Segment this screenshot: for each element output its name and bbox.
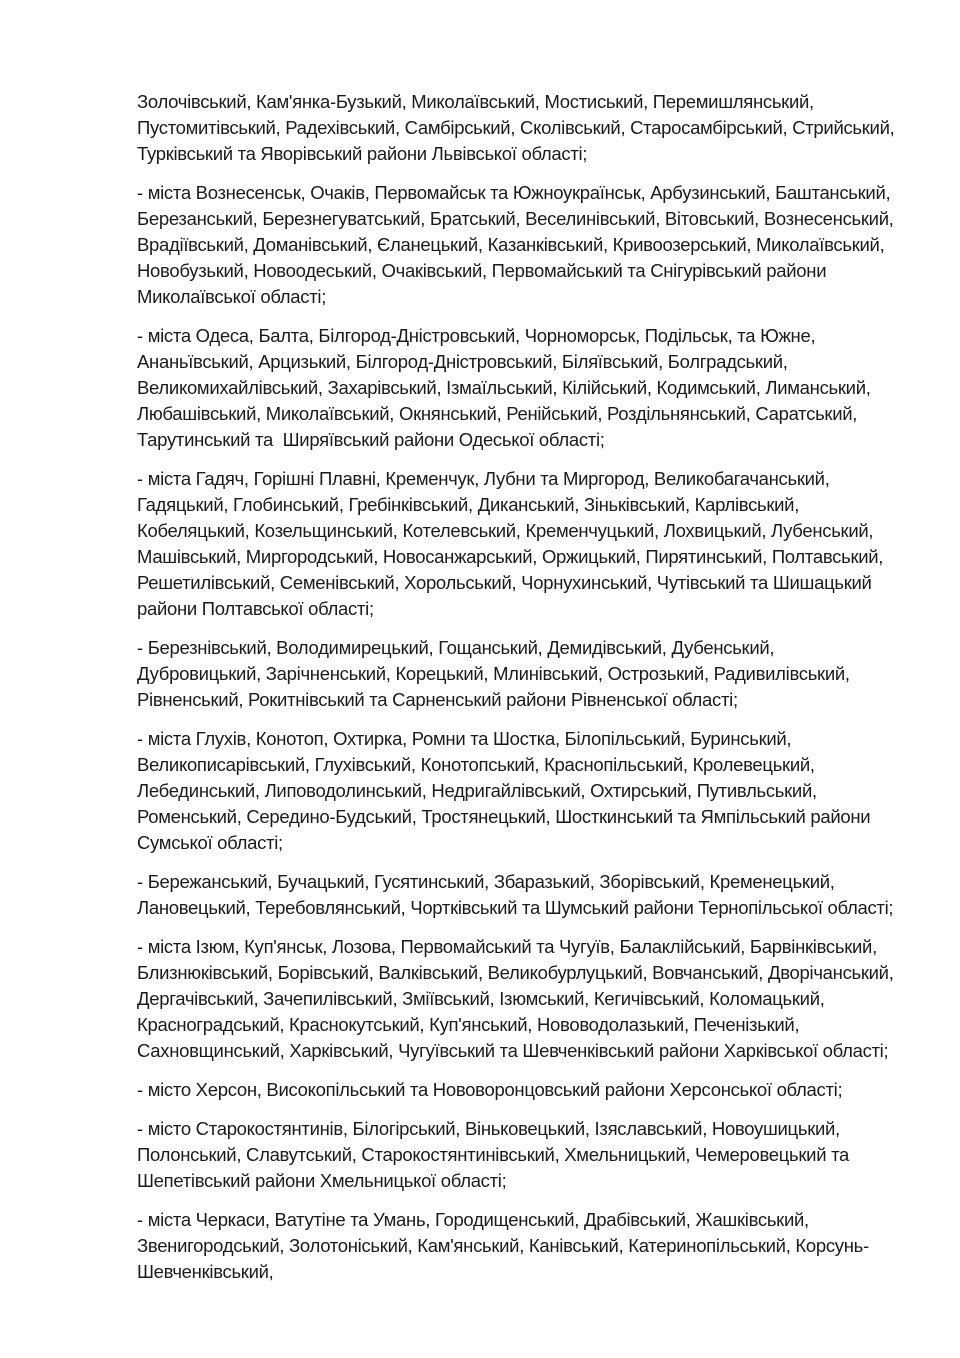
paragraph: - міста Вознесенськ, Очаків, Первомайськ та Южноукраїнськ, Арбузинський, Баштанський, Березанський, Березнегуватський, Братський, Веселинівський, Вітовський, Вознесенський, Врадіївський, Доманівський, Єланецький, Казанківський, Кривоозерський, Миколаївський, Новобузький, Новоодеський, Очаківський, Первомайський та Снігурівський райони Миколаївської області; <box>137 182 899 307</box>
paragraph: - міста Одеса, Балта, Білгород-Дністровський, Чорноморськ, Подільськ, та Южне, Ананьївський, Арцизький, Білгород-Дністровський, Біляївський, Болградський, Великомихайлівський, Захарівський, Ізмаїльський, Кілійський, Кодимський, Лиманський, Любашівський, Миколаївський, Окнянський, Ренійський, Роздільнянський, Саратський, Тарутинський та Ширяївський райони Одеської області; <box>137 325 876 450</box>
paragraph: - місто Старокостянтинів, Білогірський, Віньковецький, Ізяславський, Новоушицький, Полонський, Славутський, Старокостянтинівський, Хмельницький, Чемеровецький та Шепетівський райони Хмельницької області; <box>137 1118 854 1191</box>
paragraph: - міста Гадяч, Горішні Плавні, Кременчук, Лубни та Миргород, Великобагачанський, Гадяцький, Глобинський, Гребінківський, Диканський, Зіньківський, Карлівський, Кобеляцький, Козельщинський, Котелевський, Кременчуцький, Лохвицький, Лубенський, Машівський, Миргородський, Новосанжарський, Оржицький, Пирятинський, Полтавський, Решетилівський, Семенівський, Хорольський, Чорнухинський, Чутівський та Шишацький райони Полтавської області; <box>137 468 888 619</box>
paragraph: - міста Черкаси, Ватутіне та Умань, Городищенський, Драбівський, Жашківський, Звенигородський, Золотоніський, Кам'янський, Канівський, Катеринопільський, Корсунь-Шевченківський, <box>137 1209 869 1282</box>
paragraph: - місто Херсон, Високопільський та Нововоронцовський райони Херсонської області; <box>137 1079 843 1100</box>
paragraph: - міста Ізюм, Куп'янськ, Лозова, Первомайський та Чугуїв, Балаклійський, Барвінківський, Близнюківський, Борівський, Валківський, Великобурлуцький, Вовчанський, Дворічанський, Дергачівський, Зачепилівський, Зміївський, Ізюмський, Кегичівський, Коломацький, Красноградський, Краснокутський, Куп'янський, Нововодолазький, Печенізький, Сахновщинський, Харківський, Чугуївський та Шевченківський райони Харківської області; <box>137 936 899 1061</box>
paragraph: - міста Глухів, Конотоп, Охтирка, Ромни та Шостка, Білопільський, Буринський, Великописарівський, Глухівський, Конотопський, Краснопільський, Кролевецький, Лебединський, Липоводолинський, Недригайлівський, Охтирський, Путивльський, Роменський, Середино-Будський, Тростянецький, Шосткинський та Ямпільський райони Сумської області; <box>137 728 876 853</box>
paragraph: Золочівський, Кам'янка-Бузький, Миколаївський, Мостиський, Перемишлянський, Пустомитівський, Радехівський, Самбірський, Сколівський, Старосамбірський, Стрийський, Турківський та Яворівський райони Львівської області; <box>137 91 900 164</box>
paragraph: - Березнівський, Володимирецький, Гощанський, Демидівський, Дубенський, Дубровицький, Зарічненський, Корецький, Млинівський, Острозький, Радивилівський, Рівненський, Рокитнівський та Сарненський райони Рівненської області; <box>137 637 855 710</box>
document-text <box>137 89 900 1298</box>
paragraph: - Бережанський, Бучацький, Гусятинський, Збаразький, Зборівський, Кременецький, Лановецький, Теребовлянський, Чортківський та Шумський райони Тернопільської області; <box>137 871 894 918</box>
